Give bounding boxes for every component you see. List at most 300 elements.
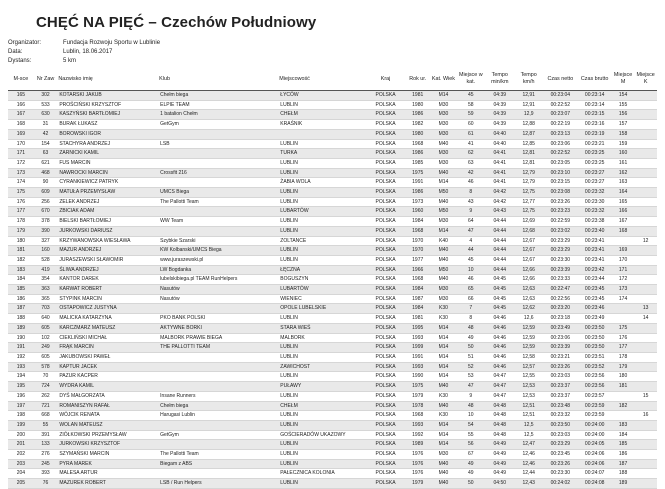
table-cell: 04:44 bbox=[485, 217, 514, 227]
table-cell bbox=[612, 314, 635, 324]
table-cell bbox=[634, 343, 657, 353]
table-cell: M50 bbox=[431, 265, 457, 275]
table-cell: POLSKA bbox=[366, 459, 405, 469]
table-cell bbox=[634, 294, 657, 304]
table-cell: 196 bbox=[8, 391, 34, 401]
table-cell: KRZYWANOWSKA WIESŁAWA bbox=[57, 236, 158, 246]
table-cell: 04:49 bbox=[485, 450, 514, 460]
table-cell: 1981 bbox=[405, 314, 431, 324]
table-cell: 165 bbox=[8, 91, 34, 101]
table-cell: ŁĘCZNA bbox=[278, 265, 366, 275]
table-cell: 00:23:49 bbox=[543, 323, 577, 333]
table-cell: 1976 bbox=[405, 469, 431, 479]
table-cell: 165 bbox=[612, 197, 635, 207]
table-cell: www.juraszewski.pl bbox=[158, 255, 278, 265]
table-cell: 00:23:44 bbox=[578, 275, 612, 285]
table-cell: 70 bbox=[34, 372, 58, 382]
table-cell: KW Kolbanski/UMCS Biega bbox=[158, 246, 278, 256]
table-cell: 90 bbox=[34, 178, 58, 188]
meta-value: Lublin, 18.06.2017 bbox=[63, 49, 113, 55]
table-cell: 00:23:05 bbox=[543, 158, 577, 168]
table-cell: ZAWICHOST bbox=[278, 362, 366, 372]
table-cell: 04:46 bbox=[485, 323, 514, 333]
table-cell: LUBLIN bbox=[278, 158, 366, 168]
table-cell: 12,59 bbox=[514, 323, 543, 333]
table-cell: 175 bbox=[612, 323, 635, 333]
table-cell: 00:23:14 bbox=[578, 100, 612, 110]
table-cell: 605 bbox=[34, 352, 58, 362]
column-header: Tempo min/km bbox=[485, 68, 514, 91]
table-cell: 12,59 bbox=[514, 343, 543, 353]
table-cell: 00:23:38 bbox=[578, 217, 612, 227]
table-cell: 00:23:19 bbox=[578, 129, 612, 139]
table-cell: 363 bbox=[34, 285, 58, 295]
table-cell: ZIÓŁKOWSKI PRZEMYSŁAW bbox=[57, 430, 158, 440]
table-cell: 00:24:06 bbox=[578, 459, 612, 469]
table-cell bbox=[634, 275, 657, 285]
table-cell: 1993 bbox=[405, 362, 431, 372]
table-cell: 04:44 bbox=[485, 255, 514, 265]
table-cell bbox=[634, 382, 657, 392]
table-cell: 00:23:02 bbox=[543, 226, 577, 236]
table-cell: 04:49 bbox=[485, 469, 514, 479]
table-cell: POLSKA bbox=[366, 352, 405, 362]
table-cell: SZYMAŃSKI MARCIN bbox=[57, 450, 158, 460]
table-cell: 49 bbox=[456, 333, 485, 343]
table-cell: POLSKA bbox=[366, 236, 405, 246]
table-cell: KARWAT ROBERT bbox=[57, 285, 158, 295]
table-cell bbox=[634, 265, 657, 275]
table-cell bbox=[634, 188, 657, 198]
table-cell: 04:48 bbox=[485, 420, 514, 430]
table-cell: 44 bbox=[456, 246, 485, 256]
table-cell: 00:23:27 bbox=[578, 178, 612, 188]
table-cell: 185 bbox=[612, 440, 635, 450]
table-cell: POLSKA bbox=[366, 255, 405, 265]
table-cell: 00:23:42 bbox=[578, 265, 612, 275]
table-cell: 65 bbox=[456, 285, 485, 295]
table-cell: NAWROCKI MARCIN bbox=[57, 168, 158, 178]
table-row bbox=[8, 120, 657, 130]
table-cell: 00:23:56 bbox=[578, 382, 612, 392]
table-cell: LSB bbox=[158, 139, 278, 149]
table-cell: M30 bbox=[431, 450, 457, 460]
table-cell bbox=[158, 178, 278, 188]
table-cell: 00:22:59 bbox=[543, 217, 577, 227]
table-cell: JURKOWSKI KRZYSZTOF bbox=[57, 440, 158, 450]
table-cell: 179 bbox=[612, 362, 635, 372]
table-cell: K30 bbox=[431, 411, 457, 421]
table-cell: 00:24:05 bbox=[578, 440, 612, 450]
table-row bbox=[8, 139, 657, 149]
table-cell: 04:49 bbox=[485, 440, 514, 450]
table-cell: K30 bbox=[431, 314, 457, 324]
table-cell: LUBLIN bbox=[278, 479, 366, 489]
table-cell: POLSKA bbox=[366, 479, 405, 489]
table-cell: 16 bbox=[634, 411, 657, 421]
table-cell: 8 bbox=[456, 188, 485, 198]
table-cell: 00:23:30 bbox=[578, 197, 612, 207]
table-cell: 00:23:08 bbox=[543, 188, 577, 198]
table-cell: POLSKA bbox=[366, 246, 405, 256]
table-cell: 00:23:56 bbox=[578, 372, 612, 382]
page-title: CHĘĆ NA PIĘĆ – Czechów Południowy bbox=[36, 14, 317, 31]
table-cell: STYPINK MARCIN bbox=[57, 294, 158, 304]
table-cell: 185 bbox=[8, 285, 34, 295]
table-cell: 55 bbox=[34, 420, 58, 430]
table-cell: 64 bbox=[456, 217, 485, 227]
table-cell bbox=[634, 197, 657, 207]
table-cell: 00:23:37 bbox=[543, 391, 577, 401]
table-cell: 1987 bbox=[405, 294, 431, 304]
table-cell: PYRA MAREK bbox=[57, 459, 158, 469]
table-cell: 04:41 bbox=[485, 178, 514, 188]
table-cell: 00:24:06 bbox=[578, 450, 612, 460]
table-cell: PAZUR KACPER bbox=[57, 372, 158, 382]
table-cell: Nasutów bbox=[158, 294, 278, 304]
table-cell: 724 bbox=[34, 382, 58, 392]
table-cell: 04:48 bbox=[485, 401, 514, 411]
table-cell: 183 bbox=[8, 265, 34, 275]
table-cell: 00:23:06 bbox=[543, 333, 577, 343]
table-cell: POLSKA bbox=[366, 372, 405, 382]
table-cell: M30 bbox=[431, 149, 457, 159]
table-cell bbox=[158, 372, 278, 382]
table-cell: 159 bbox=[612, 139, 635, 149]
table-cell: CHEŁM bbox=[278, 110, 366, 120]
table-cell: 12,67 bbox=[514, 255, 543, 265]
table-cell: TURKA bbox=[278, 149, 366, 159]
table-cell bbox=[634, 323, 657, 333]
table-cell: Chełm biega bbox=[158, 91, 278, 101]
table-cell: 00:23:18 bbox=[543, 314, 577, 324]
table-cell: 203 bbox=[8, 459, 34, 469]
table-cell: 00:24:00 bbox=[578, 420, 612, 430]
table-cell: 00:23:45 bbox=[578, 285, 612, 295]
table-cell: WYDRA KAMIL bbox=[57, 382, 158, 392]
table-cell: 190 bbox=[8, 333, 34, 343]
table-row bbox=[8, 430, 657, 440]
table-cell: M40 bbox=[431, 168, 457, 178]
table-cell: 173 bbox=[8, 168, 34, 178]
table-cell: LUBLIN bbox=[278, 391, 366, 401]
table-cell: 721 bbox=[34, 401, 58, 411]
table-cell: 158 bbox=[612, 129, 635, 139]
table-cell: 1976 bbox=[405, 459, 431, 469]
column-header: Nazwisko imię bbox=[57, 68, 158, 91]
table-cell: 12,47 bbox=[514, 440, 543, 450]
table-cell: 1986 bbox=[405, 149, 431, 159]
table-cell bbox=[634, 285, 657, 295]
table-cell: M14 bbox=[431, 420, 457, 430]
table-cell: 56 bbox=[456, 440, 485, 450]
table-cell bbox=[612, 236, 635, 246]
table-cell: 59 bbox=[456, 110, 485, 120]
table-cell: 302 bbox=[34, 91, 58, 101]
table-row bbox=[8, 323, 657, 333]
table-cell: FUS MARCIN bbox=[57, 158, 158, 168]
table-body bbox=[8, 91, 657, 489]
table-cell: 204 bbox=[8, 469, 34, 479]
table-cell: POLSKA bbox=[366, 411, 405, 421]
table-cell: 1966 bbox=[405, 265, 431, 275]
table-cell bbox=[634, 372, 657, 382]
table-cell: 177 bbox=[612, 343, 635, 353]
table-cell: 52 bbox=[456, 362, 485, 372]
table-cell: 1968 bbox=[405, 139, 431, 149]
table-cell: 528 bbox=[34, 255, 58, 265]
table-cell: 04:39 bbox=[485, 120, 514, 130]
table-cell: 04:39 bbox=[485, 100, 514, 110]
table-cell: 00:23:57 bbox=[578, 391, 612, 401]
table-cell: LUBLIN bbox=[278, 372, 366, 382]
table-cell: LUBLIN bbox=[278, 100, 366, 110]
table-row bbox=[8, 226, 657, 236]
table-cell: LUBLIN bbox=[278, 440, 366, 450]
table-cell: 58 bbox=[456, 100, 485, 110]
table-cell: 55 bbox=[456, 430, 485, 440]
table-cell: 00:23:04 bbox=[543, 91, 577, 101]
table-cell: 00:22:56 bbox=[543, 294, 577, 304]
table-cell: 1 batalion Chełm bbox=[158, 110, 278, 120]
table-cell: KANTOR DAREK bbox=[57, 275, 158, 285]
table-cell bbox=[634, 459, 657, 469]
table-cell: GetGym bbox=[158, 120, 278, 130]
table-cell: 4 bbox=[456, 236, 485, 246]
table-cell: 162 bbox=[612, 168, 635, 178]
table-cell: 180 bbox=[8, 236, 34, 246]
table-cell: 199 bbox=[8, 420, 34, 430]
column-header: Rok ur. bbox=[405, 68, 431, 91]
column-header: Tempo km/h bbox=[514, 68, 543, 91]
table-cell: 12,55 bbox=[514, 372, 543, 382]
table-cell: 195 bbox=[8, 382, 34, 392]
table-cell: 04:45 bbox=[485, 294, 514, 304]
table-cell: ŻABIA WOLA bbox=[278, 178, 366, 188]
table-cell bbox=[158, 352, 278, 362]
table-row bbox=[8, 352, 657, 362]
table-cell: JURKOWSKI DARIUSZ bbox=[57, 226, 158, 236]
table-cell: 12,5 bbox=[514, 420, 543, 430]
table-cell: 00:23:50 bbox=[578, 333, 612, 343]
table-cell: 1995 bbox=[405, 323, 431, 333]
table-cell: M40 bbox=[431, 197, 457, 207]
table-cell: 00:23:26 bbox=[543, 362, 577, 372]
table-cell: 63 bbox=[34, 149, 58, 159]
table-cell bbox=[158, 158, 278, 168]
table-cell: 1999 bbox=[405, 343, 431, 353]
table-cell: 1968 bbox=[405, 411, 431, 421]
table-cell: 14 bbox=[634, 314, 657, 324]
table-cell: M30 bbox=[431, 120, 457, 130]
table-cell: 04:41 bbox=[485, 149, 514, 159]
table-cell bbox=[612, 391, 635, 401]
table-cell: 12,46 bbox=[514, 459, 543, 469]
table-row bbox=[8, 469, 657, 479]
table-cell: DYŚ MAŁGORZATA bbox=[57, 391, 158, 401]
table-cell: CYRANKIEWICZ PATRYK bbox=[57, 178, 158, 188]
table-cell: LW Bogdanka bbox=[158, 265, 278, 275]
table-cell: MALBORK bbox=[278, 333, 366, 343]
table-cell: BOROWSKI IGOR bbox=[57, 129, 158, 139]
table-cell: LUBLIN bbox=[278, 343, 366, 353]
table-cell: LUBLIN bbox=[278, 255, 366, 265]
table-cell: 12,77 bbox=[514, 197, 543, 207]
table-cell: 00:23:21 bbox=[543, 352, 577, 362]
table-cell: LSB / Run Helpers bbox=[158, 479, 278, 489]
table-cell: 04:50 bbox=[485, 479, 514, 489]
table-cell: 1968 bbox=[405, 275, 431, 285]
table-cell: The Pallotti Team bbox=[158, 197, 278, 207]
table-cell: 7 bbox=[456, 304, 485, 314]
column-header: Kat. Wiek bbox=[431, 68, 457, 91]
table-cell: 00:23:29 bbox=[543, 246, 577, 256]
table-cell: ZARNICKI KAMIL bbox=[57, 149, 158, 159]
table-cell: LUBLIN bbox=[278, 450, 366, 460]
table-cell: 197 bbox=[8, 401, 34, 411]
table-cell: 04:40 bbox=[485, 139, 514, 149]
table-cell: 256 bbox=[34, 197, 58, 207]
meta-label: Data: bbox=[8, 49, 23, 55]
table-row bbox=[8, 440, 657, 450]
table-cell: Harugasi Lublin bbox=[158, 411, 278, 421]
column-header: Miejsce K bbox=[634, 68, 657, 91]
table-cell: 1980 bbox=[405, 100, 431, 110]
table-cell: 1976 bbox=[405, 450, 431, 460]
table-cell: STARA WIEŚ bbox=[278, 323, 366, 333]
table-cell: LUBLIN bbox=[278, 188, 366, 198]
table-cell: POLSKA bbox=[366, 450, 405, 460]
table-cell: 12,91 bbox=[514, 91, 543, 101]
table-cell: 76 bbox=[34, 479, 58, 489]
table-cell: 1993 bbox=[405, 420, 431, 430]
table-cell: ZELEK ANDRZEJ bbox=[57, 197, 158, 207]
table-cell: 176 bbox=[8, 197, 34, 207]
table-cell: GetGym bbox=[158, 430, 278, 440]
table-cell bbox=[634, 139, 657, 149]
table-row bbox=[8, 459, 657, 469]
table-cell: 249 bbox=[34, 343, 58, 353]
table-cell: 12,91 bbox=[514, 100, 543, 110]
table-cell: 168 bbox=[8, 120, 34, 130]
table-cell: 00:23:26 bbox=[543, 459, 577, 469]
table-cell: 04:45 bbox=[485, 275, 514, 285]
table-cell: 00:23:59 bbox=[578, 411, 612, 421]
table-cell: 04:46 bbox=[485, 333, 514, 343]
table-cell: 12,5 bbox=[514, 430, 543, 440]
table-cell: KASZYŃSKI BARTŁOMIEJ bbox=[57, 110, 158, 120]
table-cell: WOLAN MATEUSZ bbox=[57, 420, 158, 430]
table-cell: 1981 bbox=[405, 91, 431, 101]
table-cell: 12,87 bbox=[514, 129, 543, 139]
table-cell: 12,66 bbox=[514, 275, 543, 285]
table-cell: POLSKA bbox=[366, 226, 405, 236]
table-cell: OPOLE LUBELSKIE bbox=[278, 304, 366, 314]
table-cell: UMCS Biega bbox=[158, 188, 278, 198]
table-row bbox=[8, 178, 657, 188]
table-cell: M14 bbox=[431, 333, 457, 343]
table-cell: 04:43 bbox=[485, 207, 514, 217]
table-cell: 12,67 bbox=[514, 246, 543, 256]
table-cell bbox=[158, 420, 278, 430]
table-cell: 167 bbox=[612, 217, 635, 227]
table-cell: 1977 bbox=[405, 255, 431, 265]
table-cell: M40 bbox=[431, 401, 457, 411]
table-cell: 50 bbox=[456, 479, 485, 489]
table-cell: JAKUBOWSKI PAWEŁ bbox=[57, 352, 158, 362]
table-cell bbox=[158, 129, 278, 139]
table-cell: 1970 bbox=[405, 246, 431, 256]
table-cell: 200 bbox=[8, 430, 34, 440]
table-cell: POLSKA bbox=[366, 323, 405, 333]
table-cell: 00:23:46 bbox=[578, 304, 612, 314]
table-cell: 12,81 bbox=[514, 158, 543, 168]
column-header: Nr Zaw bbox=[34, 68, 58, 91]
table-cell: POLSKA bbox=[366, 158, 405, 168]
table-cell: 00:23:45 bbox=[578, 294, 612, 304]
table-cell: M14 bbox=[431, 226, 457, 236]
table-cell: 1960 bbox=[405, 207, 431, 217]
table-cell: 1979 bbox=[405, 391, 431, 401]
table-cell: 1973 bbox=[405, 197, 431, 207]
table-cell: 166 bbox=[8, 100, 34, 110]
table-cell: M30 bbox=[431, 129, 457, 139]
table-cell: 04:40 bbox=[485, 129, 514, 139]
table-cell: 192 bbox=[8, 352, 34, 362]
table-cell: 04:46 bbox=[485, 314, 514, 324]
table-cell: ŚLIWA ANDRZEJ bbox=[57, 265, 158, 275]
table-cell: 178 bbox=[8, 217, 34, 227]
table-cell: 468 bbox=[34, 168, 58, 178]
table-cell: 176 bbox=[612, 333, 635, 343]
table-cell: POLSKA bbox=[366, 333, 405, 343]
table-cell: 04:48 bbox=[485, 430, 514, 440]
table-row bbox=[8, 343, 657, 353]
table-cell: LUBLIN bbox=[278, 459, 366, 469]
table-cell: POLSKA bbox=[366, 382, 405, 392]
table-cell: 00:23:15 bbox=[543, 178, 577, 188]
table-cell: LUBLIN bbox=[278, 352, 366, 362]
table-cell: 00:23:49 bbox=[578, 314, 612, 324]
table-cell: POLSKA bbox=[366, 129, 405, 139]
table-cell: 04:41 bbox=[485, 168, 514, 178]
table-cell: BIELSKI BARTŁOMIEJ bbox=[57, 217, 158, 227]
table-cell: 00:23:39 bbox=[543, 343, 577, 353]
table-cell: STACHYRA ANDRZEJ bbox=[57, 139, 158, 149]
table-cell: 00:23:21 bbox=[578, 139, 612, 149]
meta-value: 5 km bbox=[63, 58, 77, 64]
table-cell: POLSKA bbox=[366, 139, 405, 149]
table-cell: 182 bbox=[612, 401, 635, 411]
table-cell: POLSKA bbox=[366, 265, 405, 275]
table-cell bbox=[278, 129, 366, 139]
table-cell: 53 bbox=[456, 372, 485, 382]
table-row bbox=[8, 265, 657, 275]
table-cell: 48 bbox=[456, 401, 485, 411]
table-cell: 12,63 bbox=[514, 285, 543, 295]
table-row bbox=[8, 168, 657, 178]
table-cell: 605 bbox=[34, 323, 58, 333]
table-row bbox=[8, 411, 657, 421]
table-cell bbox=[612, 304, 635, 314]
table-cell: MALBORK PRAWIE BIEGA bbox=[158, 333, 278, 343]
table-cell: M50 bbox=[431, 207, 457, 217]
table-row bbox=[8, 236, 657, 246]
table-cell bbox=[634, 479, 657, 489]
table-cell: 1990 bbox=[405, 372, 431, 382]
table-cell: 47 bbox=[456, 382, 485, 392]
table-cell: POLSKA bbox=[366, 343, 405, 353]
